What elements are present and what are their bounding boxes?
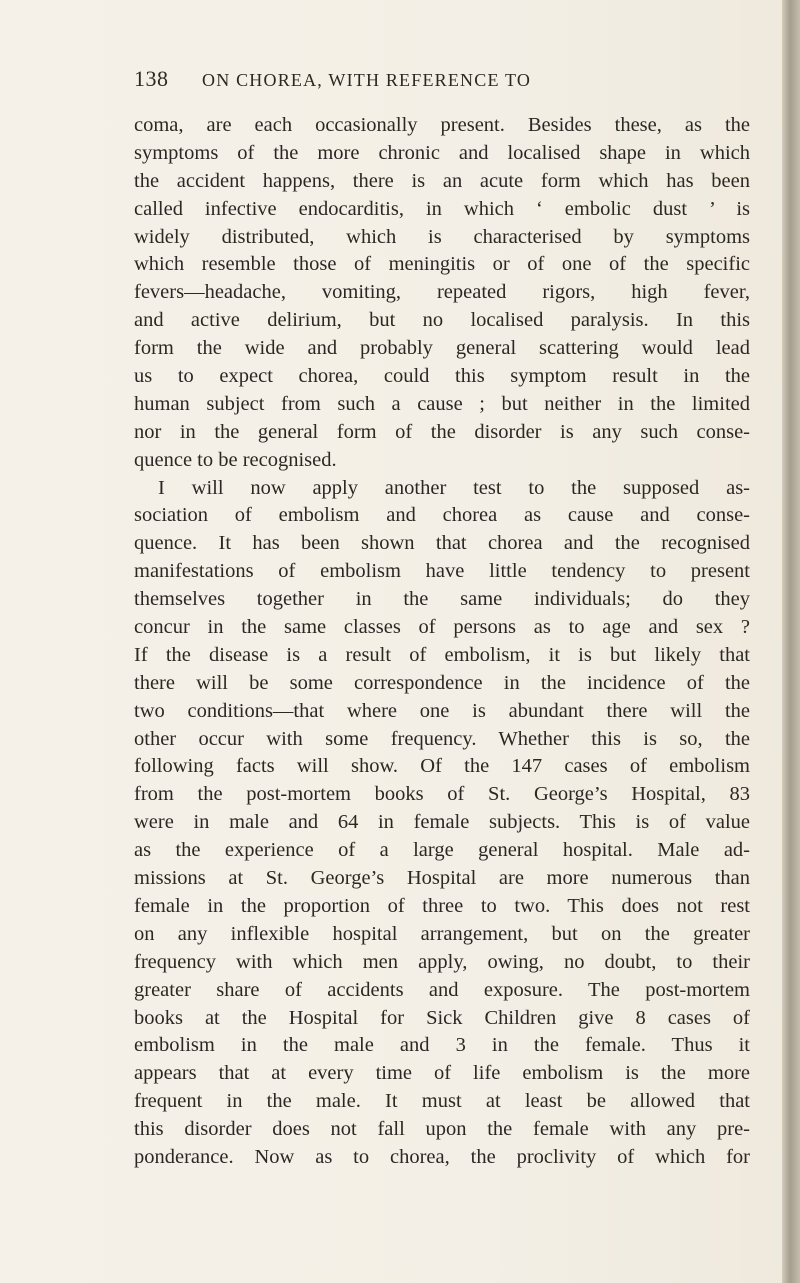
text-line: on any inflexible hospital arrangement, but on the greater [134,922,750,945]
text-line: manifestations of embolism have little tendency to present [134,560,750,583]
text-line: widely distributed, which is characterised by symptoms [134,225,750,248]
text-line: from the post-mortem books of St. George’s Hospital, 83 [134,783,750,806]
text-line: fevers—headache, vomiting, repeated rigors, high fever, [134,281,750,304]
text-line: greater share of accidents and exposure. The post-mortem [134,978,750,1001]
paragraph-end-line: quence to be recognised. [134,448,337,471]
text-line: this disorder does not fall upon the female with any pre- [134,1118,750,1141]
text-line: and active delirium, but no localised paralysis. In this [134,309,750,332]
text-line: two conditions—that where one is abundant there will the [134,699,750,722]
text-line: there will be some correspondence in the incidence of the [134,671,750,694]
text-line: symptoms of the more chronic and localised shape in which [134,141,750,164]
text-line: following facts will show. Of the 147 cases of embolism [134,755,750,778]
text-line: quence. It has been shown that chorea and the recognised [134,532,750,555]
text-line: frequency with which men apply, owing, no doubt, to their [134,950,750,973]
text-line: embolism in the male and 3 in the female. Thus it [134,1034,750,1057]
text-line: missions at St. George’s Hospital are more numerous than [134,867,750,890]
text-line: female in the proportion of three to two. This does not rest [134,894,750,917]
text-line: were in male and 64 in female subjects. This is of value [134,811,750,834]
page-edge-shadow [782,0,800,1283]
text-line: the accident happens, there is an acute form which has been [134,169,750,192]
text-line: concur in the same classes of persons as to age and sex ? [134,616,750,639]
text-line: called infective endocarditis, in which ‘ embolic dust ’ is [134,197,750,220]
page-number: 138 [134,66,169,91]
page-header [134,66,754,102]
text-line: coma, are each occasionally present. Besides these, as the [134,114,750,136]
text-line: If the disease is a result of embolism, it is but likely that [134,643,750,666]
text-line: frequent in the male. It must at least be allowed that [134,1090,750,1113]
body-text [134,112,750,1172]
text-line: which resemble those of meningitis or of one of the specific [134,253,750,276]
text-line: human subject from such a cause ; but neither in the limited [134,392,750,415]
text-line: as the experience of a large general hospital. Male ad- [134,839,750,862]
text-line: sociation of embolism and chorea as cause and conse- [134,504,750,527]
text-line: us to expect chorea, could this symptom result in the [134,365,750,388]
paragraph-start-line: I will now apply another test to the supposed as- [158,476,750,499]
text-line: appears that at every time of life embolism is the more [134,1062,750,1085]
text-line: books at the Hospital for Sick Children give 8 cases of [134,1006,750,1029]
text-line: themselves together in the same individuals; do they [134,588,750,611]
running-head: ON CHOREA, WITH REFERENCE TO [202,70,532,90]
text-line: nor in the general form of the disorder is any such conse- [134,420,750,443]
text-line: ponderance. Now as to chorea, the proclivity of which for [134,1145,750,1168]
text-line: other occur with some frequency. Whether this is so, the [134,727,750,750]
text-line: form the wide and probably general scattering would lead [134,337,750,360]
